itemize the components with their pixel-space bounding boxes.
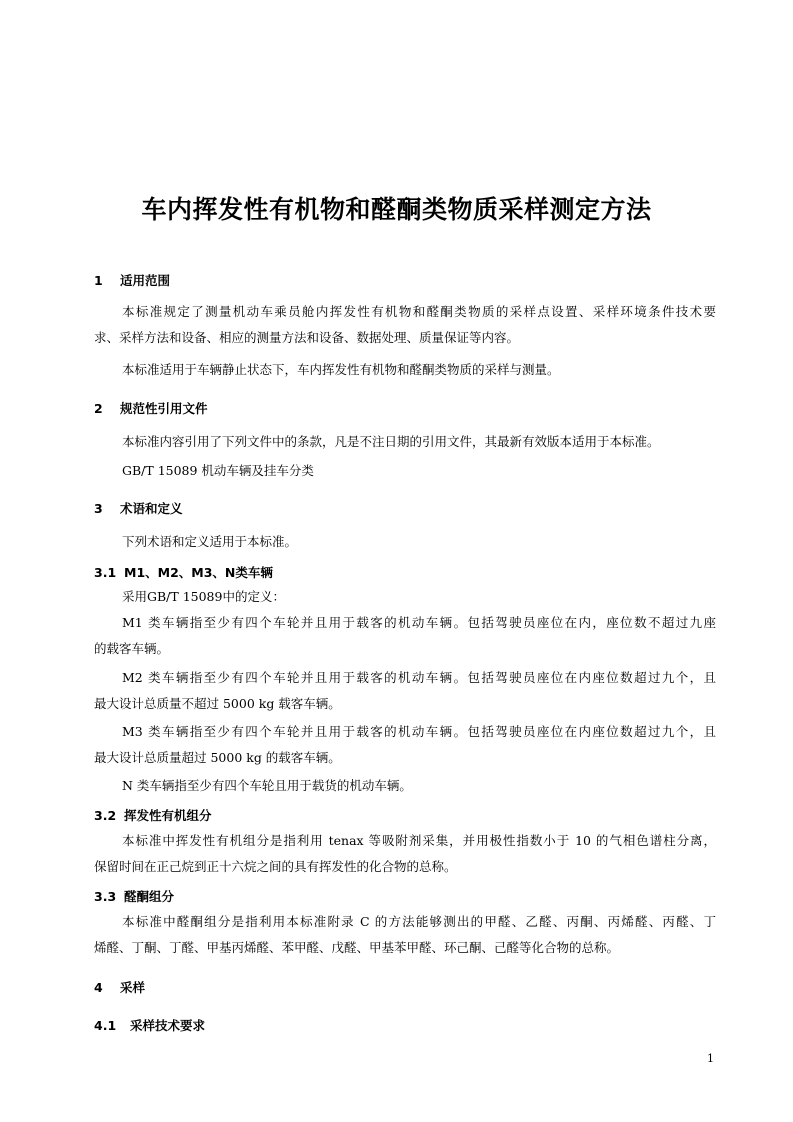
section-title: M1、M2、M3、N类车辆 — [124, 565, 273, 580]
section-number: 3 — [94, 501, 103, 516]
section-2-heading — [94, 399, 208, 417]
section-number: 4.1 — [94, 1018, 117, 1033]
section-number: 3.3 — [94, 889, 117, 904]
paragraph-line: M3 类车辆指至少有四个车轮并且用于载客的机动车辆。包括驾驶员座位在内座位数超过九个，且 — [122, 724, 716, 739]
paragraph-line: 下列术语和定义适用于本标准。 — [122, 534, 298, 549]
paragraph-line: 的载客车辆。 — [94, 641, 170, 656]
section-number: 4 — [94, 980, 103, 995]
section-title: 适用范围 — [120, 273, 171, 288]
section-number: 1 — [94, 273, 103, 288]
section-3-2-heading — [94, 806, 212, 824]
paragraph-line: 最大设计总质量超过 5000 kg 的载客车辆。 — [94, 750, 341, 765]
paragraph-line: 保留时间在正己烷到正十六烷之间的具有挥发性的化合物的总称。 — [94, 859, 457, 874]
paragraph-line: 本标准适用于车辆静止状态下，车内挥发性有机物和醛酮类物质的采样与测量。 — [122, 362, 560, 377]
paragraph-line: 最大设计总质量不超过 5000 kg 载客车辆。 — [94, 696, 341, 711]
paragraph-line: 本标准中醛酮组分是指利用本标准附录 C 的方法能够测出的甲醛、乙醛、丙酮、丙烯醛、丙醛、丁 — [122, 914, 716, 929]
section-3-3-heading — [94, 887, 174, 905]
section-title: 醛酮组分 — [124, 889, 175, 904]
section-4-1-heading — [94, 1016, 205, 1034]
paragraph-line: N 类车辆指至少有四个车轮且用于载货的机动车辆。 — [122, 778, 412, 793]
document-title: 车内挥发性有机物和醛酮类物质采样测定方法 — [141, 195, 652, 224]
section-1-heading — [94, 271, 170, 289]
paragraph-line: M1 类车辆指至少有四个车轮并且用于载客的机动车辆。包括驾驶员座位在内，座位数不超过九座 — [122, 615, 716, 630]
section-title: 采样 — [120, 980, 146, 995]
paragraph-line: M2 类车辆指至少有四个车轮并且用于载客的机动车辆。包括驾驶员座位在内座位数超过九个，且 — [122, 670, 716, 685]
section-number: 2 — [94, 401, 103, 416]
section-title: 挥发性有机组分 — [124, 808, 212, 823]
paragraph-line: GB/T 15089 机动车辆及挂车分类 — [122, 463, 314, 478]
section-title: 采样技术要求 — [130, 1018, 206, 1033]
section-3-heading — [94, 499, 183, 517]
paragraph-line: 本标准内容引用了下列文件中的条款，凡是不注日期的引用文件，其最新有效版本适用于本标准。 — [122, 434, 660, 449]
section-4-heading — [94, 978, 145, 996]
section-number: 3.2 — [94, 808, 117, 823]
paragraph-line: 求、采样方法和设备、相应的测量方法和设备、数据处理、质量保证等内容。 — [94, 330, 520, 345]
paragraph-line: 烯醛、丁酮、丁醛、甲基丙烯醛、苯甲醛、戊醛、甲基苯甲醛、环己酮、己醛等化合物的总称。 — [94, 940, 620, 955]
section-3-1-heading — [94, 563, 273, 581]
page-number: 1 — [707, 1052, 714, 1065]
section-title: 规范性引用文件 — [120, 401, 208, 416]
section-title: 术语和定义 — [120, 501, 183, 516]
paragraph-line: 本标准规定了测量机动车乘员舱内挥发性有机物和醛酮类物质的采样点设置、采样环境条件技术要 — [122, 304, 716, 319]
section-number: 3.1 — [94, 565, 117, 580]
paragraph-line: 采用GB/T 15089中的定义： — [122, 589, 285, 604]
paragraph-line: 本标准中挥发性有机组分是指利用 tenax 等吸附剂采集，并用极性指数小于 10 的气相色谱柱分离， — [122, 833, 716, 848]
